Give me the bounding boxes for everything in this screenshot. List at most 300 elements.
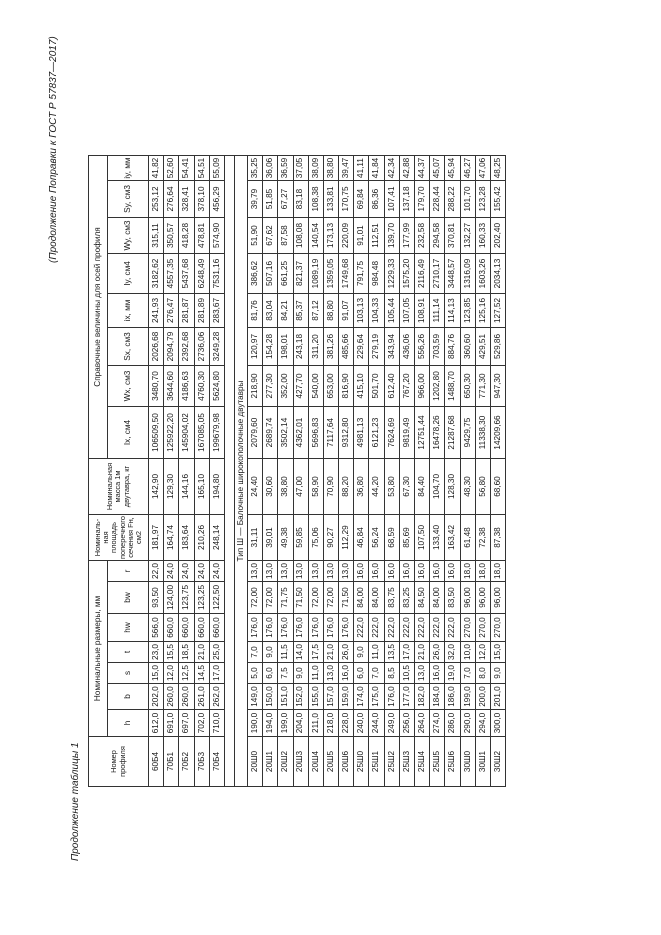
table-cell: 2392,68	[179, 328, 194, 366]
table-cell: 71,50	[339, 582, 354, 614]
table-row	[209, 156, 224, 787]
table-cell: 529,86	[490, 328, 505, 366]
header-h: h	[108, 710, 149, 737]
table-cell: 243,18	[293, 328, 308, 366]
table-cell: 26,0	[430, 642, 445, 663]
header-r: r	[108, 561, 149, 582]
table-cell: 35,25	[247, 156, 262, 181]
table-cell: 821,37	[293, 254, 308, 294]
table-cell: 370,81	[445, 218, 460, 254]
header-bw: bw	[108, 582, 149, 614]
table-cell: 32,0	[445, 642, 460, 663]
table-cell: 222,0	[384, 614, 399, 642]
table-cell: 6,0	[354, 663, 369, 684]
profile-number: 30Ш2	[490, 737, 505, 787]
table-row	[194, 156, 209, 787]
table-cell: 612,0	[149, 710, 164, 737]
table-cell: 456,29	[209, 181, 224, 218]
table-cell: 2094,79	[164, 328, 179, 366]
table-cell: 13,5	[384, 642, 399, 663]
table-cell: 315,11	[149, 218, 164, 254]
table-cell: 7117,64	[323, 407, 338, 459]
table-cell: 38,09	[308, 156, 323, 181]
table-cell: 427,70	[293, 366, 308, 407]
header-hw: hw	[108, 614, 149, 642]
table-cell: 123,25	[194, 582, 209, 614]
table-cell: 167085,05	[194, 407, 209, 459]
table-cell: 4760,30	[194, 366, 209, 407]
table-cell: 84,00	[354, 582, 369, 614]
table-cell: 211,0	[308, 710, 323, 737]
table-cell: 16,0	[445, 561, 460, 582]
profile-number: 70Б2	[179, 737, 194, 787]
table-cell: 13,0	[278, 561, 293, 582]
table-cell: 660,0	[194, 614, 209, 642]
table-cell: 47,00	[293, 459, 308, 515]
table-cell: 49,38	[278, 515, 293, 561]
header-area: Номиналь-ная площадь поперечного сечения Fн, см2	[89, 515, 149, 561]
table-cell: 170,75	[339, 181, 354, 218]
profile-number: 70Б1	[164, 737, 179, 787]
table-cell: 24,0	[164, 561, 179, 582]
table-cell: 17,5	[308, 642, 323, 663]
table-cell: 13,0	[415, 663, 430, 684]
table-cell: 218,0	[323, 710, 338, 737]
table-cell: 697,0	[179, 710, 194, 737]
table-cell: 83,75	[384, 582, 399, 614]
table-cell: 4186,63	[179, 366, 194, 407]
table-cell: 13,0	[247, 561, 262, 582]
table-cell: 11,5	[278, 642, 293, 663]
profile-number: 25Ш0	[354, 737, 369, 787]
table-cell: 42,34	[384, 156, 399, 181]
table-cell: 91,07	[339, 294, 354, 328]
table-cell: 294,58	[430, 218, 445, 254]
table-cell: 59,85	[293, 515, 308, 561]
table-cell: 650,30	[460, 366, 475, 407]
table-cell: 12751,44	[415, 407, 430, 459]
table-cell: 51,90	[247, 218, 262, 254]
table-cell: 816,90	[339, 366, 354, 407]
table-row	[149, 156, 164, 787]
table-cell: 22,0	[149, 561, 164, 582]
profile-number: 60Б4	[149, 737, 164, 787]
table-cell: 70,90	[323, 459, 338, 515]
table-cell: 222,0	[354, 614, 369, 642]
table-cell: 281,87	[179, 294, 194, 328]
table-cell: 478,81	[194, 218, 209, 254]
table-cell: 276,64	[164, 181, 179, 218]
table-cell: 485,66	[339, 328, 354, 366]
profile-number: 20Ш4	[308, 737, 323, 787]
table-cell: 556,26	[415, 328, 430, 366]
table-cell: 21287,68	[445, 407, 460, 459]
table-cell: 104,33	[369, 294, 384, 328]
table-cell: 67,62	[263, 218, 278, 254]
table-cell: 24,0	[179, 561, 194, 582]
table-cell: 418,28	[179, 218, 194, 254]
table-cell: 791,75	[354, 254, 369, 294]
table-cell: 13,0	[308, 561, 323, 582]
profile-number: 20Ш5	[323, 737, 338, 787]
table-cell: 38,80	[323, 156, 338, 181]
table-cell: 429,51	[475, 328, 490, 366]
table-cell: 194,80	[209, 459, 224, 515]
table-row	[293, 156, 308, 787]
table-cell: 199,0	[460, 684, 475, 710]
table-cell: 176,0	[339, 614, 354, 642]
table-cell: 5624,80	[209, 366, 224, 407]
table-cell: 9,0	[354, 642, 369, 663]
header-ix-radius: ix, мм	[108, 294, 149, 328]
table-cell: 1316,09	[460, 254, 475, 294]
table-cell: 260,0	[164, 684, 179, 710]
table-row	[263, 156, 278, 787]
table-cell: 229,64	[354, 328, 369, 366]
table-cell: 199679,98	[209, 407, 224, 459]
table-cell: 173,13	[323, 218, 338, 254]
table-cell: 68,59	[384, 515, 399, 561]
page-caption: (Продолжение Поправки к ГОСТ Р 57837—2017)	[48, 36, 59, 263]
table-row	[247, 156, 262, 787]
table-cell: 176,0	[384, 684, 399, 710]
table-cell: 6121,23	[369, 407, 384, 459]
table-cell: 45,94	[445, 156, 460, 181]
table-cell: 39,47	[339, 156, 354, 181]
table-cell: 966,00	[415, 366, 430, 407]
table-cell: 14,0	[293, 642, 308, 663]
table-cell: 24,40	[247, 459, 262, 515]
table-cell: 7,0	[369, 663, 384, 684]
table-cell: 87,58	[278, 218, 293, 254]
table-cell: 18,5	[179, 642, 194, 663]
table-cell: 84,40	[415, 459, 430, 515]
table-cell: 7531,16	[209, 254, 224, 294]
table-cell: 90,27	[323, 515, 338, 561]
table-cell: 415,10	[354, 366, 369, 407]
profile-number: 30Ш0	[460, 737, 475, 787]
table-cell: 2026,68	[149, 328, 164, 366]
table-cell: 84,00	[369, 582, 384, 614]
table-cell: 218,90	[247, 366, 262, 407]
table-cell: 1488,70	[445, 366, 460, 407]
header-t: t	[108, 642, 149, 663]
table-cell: 2034,13	[490, 254, 505, 294]
table-cell: 165,10	[194, 459, 209, 515]
table-cell: 128,30	[445, 459, 460, 515]
table-cell: 105,44	[384, 294, 399, 328]
table-cell: 270,0	[490, 614, 505, 642]
table-cell: 702,0	[194, 710, 209, 737]
table-cell: 107,50	[415, 515, 430, 561]
table-cell: 328,41	[179, 181, 194, 218]
table-cell: 125,16	[475, 294, 490, 328]
table-cell: 160,33	[475, 218, 490, 254]
table-cell: 56,80	[475, 459, 490, 515]
table-cell: 240,0	[354, 710, 369, 737]
table-cell: 16,0	[399, 561, 414, 582]
profile-number: 20Ш1	[263, 737, 278, 787]
table-cell: 127,52	[490, 294, 505, 328]
table-cell: 140,54	[308, 218, 323, 254]
table-cell: 21,0	[323, 642, 338, 663]
table-cell: 69,84	[354, 181, 369, 218]
table-cell: 4981,13	[354, 407, 369, 459]
table-cell: 17,0	[209, 663, 224, 684]
table-cell: 17,0	[399, 642, 414, 663]
header-wx: Wx, см3	[108, 366, 149, 407]
table-row	[354, 156, 369, 787]
table-cell: 108,08	[293, 218, 308, 254]
table-cell: 24,0	[194, 561, 209, 582]
table-cell: 159,0	[339, 684, 354, 710]
table-row	[369, 156, 384, 787]
table-cell: 183,64	[179, 515, 194, 561]
profile-number: 25Ш1	[369, 737, 384, 787]
table-cell: 4557,35	[164, 254, 179, 294]
table-cell: 9819,49	[399, 407, 414, 459]
table-cell: 10,5	[399, 663, 414, 684]
section-title: Тип Ш — Балочные широкополочные двутавры	[234, 156, 247, 787]
table-cell: 96,00	[490, 582, 505, 614]
table-cell: 124,00	[164, 582, 179, 614]
table-cell: 253,12	[149, 181, 164, 218]
table-row	[460, 156, 475, 787]
table-cell: 261,0	[194, 684, 209, 710]
table-cell: 54,51	[194, 156, 209, 181]
table-cell: 15,5	[164, 642, 179, 663]
table-cell: 72,00	[323, 582, 338, 614]
header-ref: Справочные величины для осей профиля	[89, 156, 108, 459]
table-cell: 104,70	[430, 459, 445, 515]
table-cell: 51,85	[263, 181, 278, 218]
table-cell: 3249,28	[209, 328, 224, 366]
table-cell: 232,58	[415, 218, 430, 254]
table-cell: 501,70	[369, 366, 384, 407]
table-cell: 16,0	[430, 663, 445, 684]
table-cell: 7,0	[460, 663, 475, 684]
table-cell: 176,0	[293, 614, 308, 642]
table-cell: 2116,49	[415, 254, 430, 294]
table-cell: 9,0	[263, 642, 278, 663]
table-cell: 13,0	[339, 561, 354, 582]
table-row	[430, 156, 445, 787]
table-cell: 9312,80	[339, 407, 354, 459]
table-cell: 71,50	[293, 582, 308, 614]
table-cell: 122,50	[209, 582, 224, 614]
table-cell: 182,0	[415, 684, 430, 710]
table-cell: 129,30	[164, 459, 179, 515]
table-cell: 1089,19	[308, 254, 323, 294]
table-cell: 150,0	[263, 684, 278, 710]
table-cell: 286,0	[445, 710, 460, 737]
table-row	[475, 156, 490, 787]
table-cell: 176,0	[308, 614, 323, 642]
table-cell: 1603,26	[475, 254, 490, 294]
table-cell: 44,20	[369, 459, 384, 515]
table-cell: 81,76	[247, 294, 262, 328]
table-cell: 884,76	[445, 328, 460, 366]
table-cell: 93,50	[149, 582, 164, 614]
table-cell: 1749,68	[339, 254, 354, 294]
table-cell: 222,0	[415, 614, 430, 642]
table-cell: 507,16	[263, 254, 278, 294]
table-cell: 25,0	[209, 642, 224, 663]
table-cell: 16,0	[354, 561, 369, 582]
table-cell: 72,00	[263, 582, 278, 614]
table-row	[308, 156, 323, 787]
table-cell: 241,93	[149, 294, 164, 328]
table-cell: 222,0	[445, 614, 460, 642]
profile-number: 70Б4	[209, 737, 224, 787]
table-cell: 52,60	[164, 156, 179, 181]
table-cell: 85,37	[293, 294, 308, 328]
table-cell: 13,0	[323, 561, 338, 582]
table-cell: 86,36	[369, 181, 384, 218]
table-cell: 16,0	[415, 561, 430, 582]
table-cell: 16478,26	[430, 407, 445, 459]
table-cell: 771,30	[475, 366, 490, 407]
table-cell: 300,0	[490, 710, 505, 737]
table-cell: 660,0	[209, 614, 224, 642]
table-cell: 16,0	[430, 561, 445, 582]
table-cell: 660,0	[179, 614, 194, 642]
table-cell: 288,22	[445, 181, 460, 218]
profile-number: 25Ш2	[384, 737, 399, 787]
table-cell: 3480,70	[149, 366, 164, 407]
table-cell: 114,13	[445, 294, 460, 328]
table-cell: 18,0	[475, 561, 490, 582]
table-cell: 190,0	[247, 710, 262, 737]
table-cell: 101,70	[460, 181, 475, 218]
table-cell: 222,0	[430, 614, 445, 642]
table-cell: 163,42	[445, 515, 460, 561]
table-cell: 8,0	[475, 663, 490, 684]
table-cell: 83,50	[445, 582, 460, 614]
table-cell: 83,25	[399, 582, 414, 614]
table-cell: 123,28	[475, 181, 490, 218]
table-cell: 16,0	[339, 663, 354, 684]
table-cell: 120,97	[247, 328, 262, 366]
table-cell: 111,14	[430, 294, 445, 328]
table-cell: 39,79	[247, 181, 262, 218]
table-cell: 18,0	[490, 561, 505, 582]
header-iy-moment: Iy, см4	[108, 254, 149, 294]
table-cell: 12,0	[475, 642, 490, 663]
table-cell: 9,0	[490, 663, 505, 684]
table-cell: 107,05	[399, 294, 414, 328]
table-cell: 48,30	[460, 459, 475, 515]
table-cell: 123,85	[460, 294, 475, 328]
profile-number: 70Б3	[194, 737, 209, 787]
table-cell: 574,90	[209, 218, 224, 254]
table-cell: 6,0	[263, 663, 278, 684]
table-cell: 152,0	[293, 684, 308, 710]
table-cell: 112,29	[339, 515, 354, 561]
table-cell: 199,0	[278, 710, 293, 737]
table-cell: 248,14	[209, 515, 224, 561]
table-cell: 5,0	[247, 663, 262, 684]
table-cell: 279,19	[369, 328, 384, 366]
table-cell: 71,75	[278, 582, 293, 614]
table-cell: 767,20	[399, 366, 414, 407]
table-cell: 181,97	[149, 515, 164, 561]
table-cell: 202,40	[490, 218, 505, 254]
table-cell: 46,27	[460, 156, 475, 181]
table-cell: 18,0	[460, 561, 475, 582]
table-cell: 244,0	[369, 710, 384, 737]
table-cell: 87,12	[308, 294, 323, 328]
table-cell: 249,0	[384, 710, 399, 737]
table-cell: 4362,01	[293, 407, 308, 459]
table-cell: 16,0	[384, 561, 399, 582]
table-cell: 202,0	[149, 684, 164, 710]
table-cell: 660,0	[164, 614, 179, 642]
table-cell: 186,0	[445, 684, 460, 710]
table-cell: 352,00	[278, 366, 293, 407]
header-b: b	[108, 684, 149, 710]
table-cell: 350,57	[164, 218, 179, 254]
table-cell: 3448,57	[445, 254, 460, 294]
table-cell: 3502,14	[278, 407, 293, 459]
table-cell: 83,04	[263, 294, 278, 328]
table-cell: 44,37	[415, 156, 430, 181]
table-cell: 42,88	[399, 156, 414, 181]
table-cell: 24,0	[209, 561, 224, 582]
table-cell: 46,84	[354, 515, 369, 561]
table-cell: 176,0	[263, 614, 278, 642]
table-cell: 85,69	[399, 515, 414, 561]
table-cell: 270,0	[460, 614, 475, 642]
table-cell: 10,0	[460, 642, 475, 663]
table-cell: 96,00	[475, 582, 490, 614]
table-cell: 2689,74	[263, 407, 278, 459]
rows-sh-group	[247, 156, 505, 787]
table-cell: 177,99	[399, 218, 414, 254]
table-cell: 360,60	[460, 328, 475, 366]
table-cell: 164,74	[164, 515, 179, 561]
table-cell: 220,09	[339, 218, 354, 254]
table-cell: 41,84	[369, 156, 384, 181]
table-cell: 947,30	[490, 366, 505, 407]
table-cell: 14209,66	[490, 407, 505, 459]
table-cell: 198,01	[278, 328, 293, 366]
table-cell: 256,0	[399, 710, 414, 737]
table-cell: 710,0	[209, 710, 224, 737]
table-cell: 137,18	[399, 181, 414, 218]
table-row	[415, 156, 430, 787]
table-cell: 210,26	[194, 515, 209, 561]
table-cell: 277,30	[263, 366, 278, 407]
table-cell: 3182,62	[149, 254, 164, 294]
table-row	[445, 156, 460, 787]
header-iy-radius: iy, мм	[108, 156, 149, 181]
table-cell: 386,62	[247, 254, 262, 294]
table-cell: 311,20	[308, 328, 323, 366]
table-cell: 276,47	[164, 294, 179, 328]
table-row	[339, 156, 354, 787]
table-cell: 7,0	[247, 642, 262, 663]
table-cell: 176,0	[247, 614, 262, 642]
table-cell: 9,0	[293, 663, 308, 684]
table-cell: 72,38	[475, 515, 490, 561]
table-cell: 72,00	[308, 582, 323, 614]
table-cell: 84,21	[278, 294, 293, 328]
table-cell: 200,0	[475, 684, 490, 710]
table-cell: 149,0	[247, 684, 262, 710]
table-cell: 1229,33	[384, 254, 399, 294]
table-cell: 13,0	[263, 561, 278, 582]
